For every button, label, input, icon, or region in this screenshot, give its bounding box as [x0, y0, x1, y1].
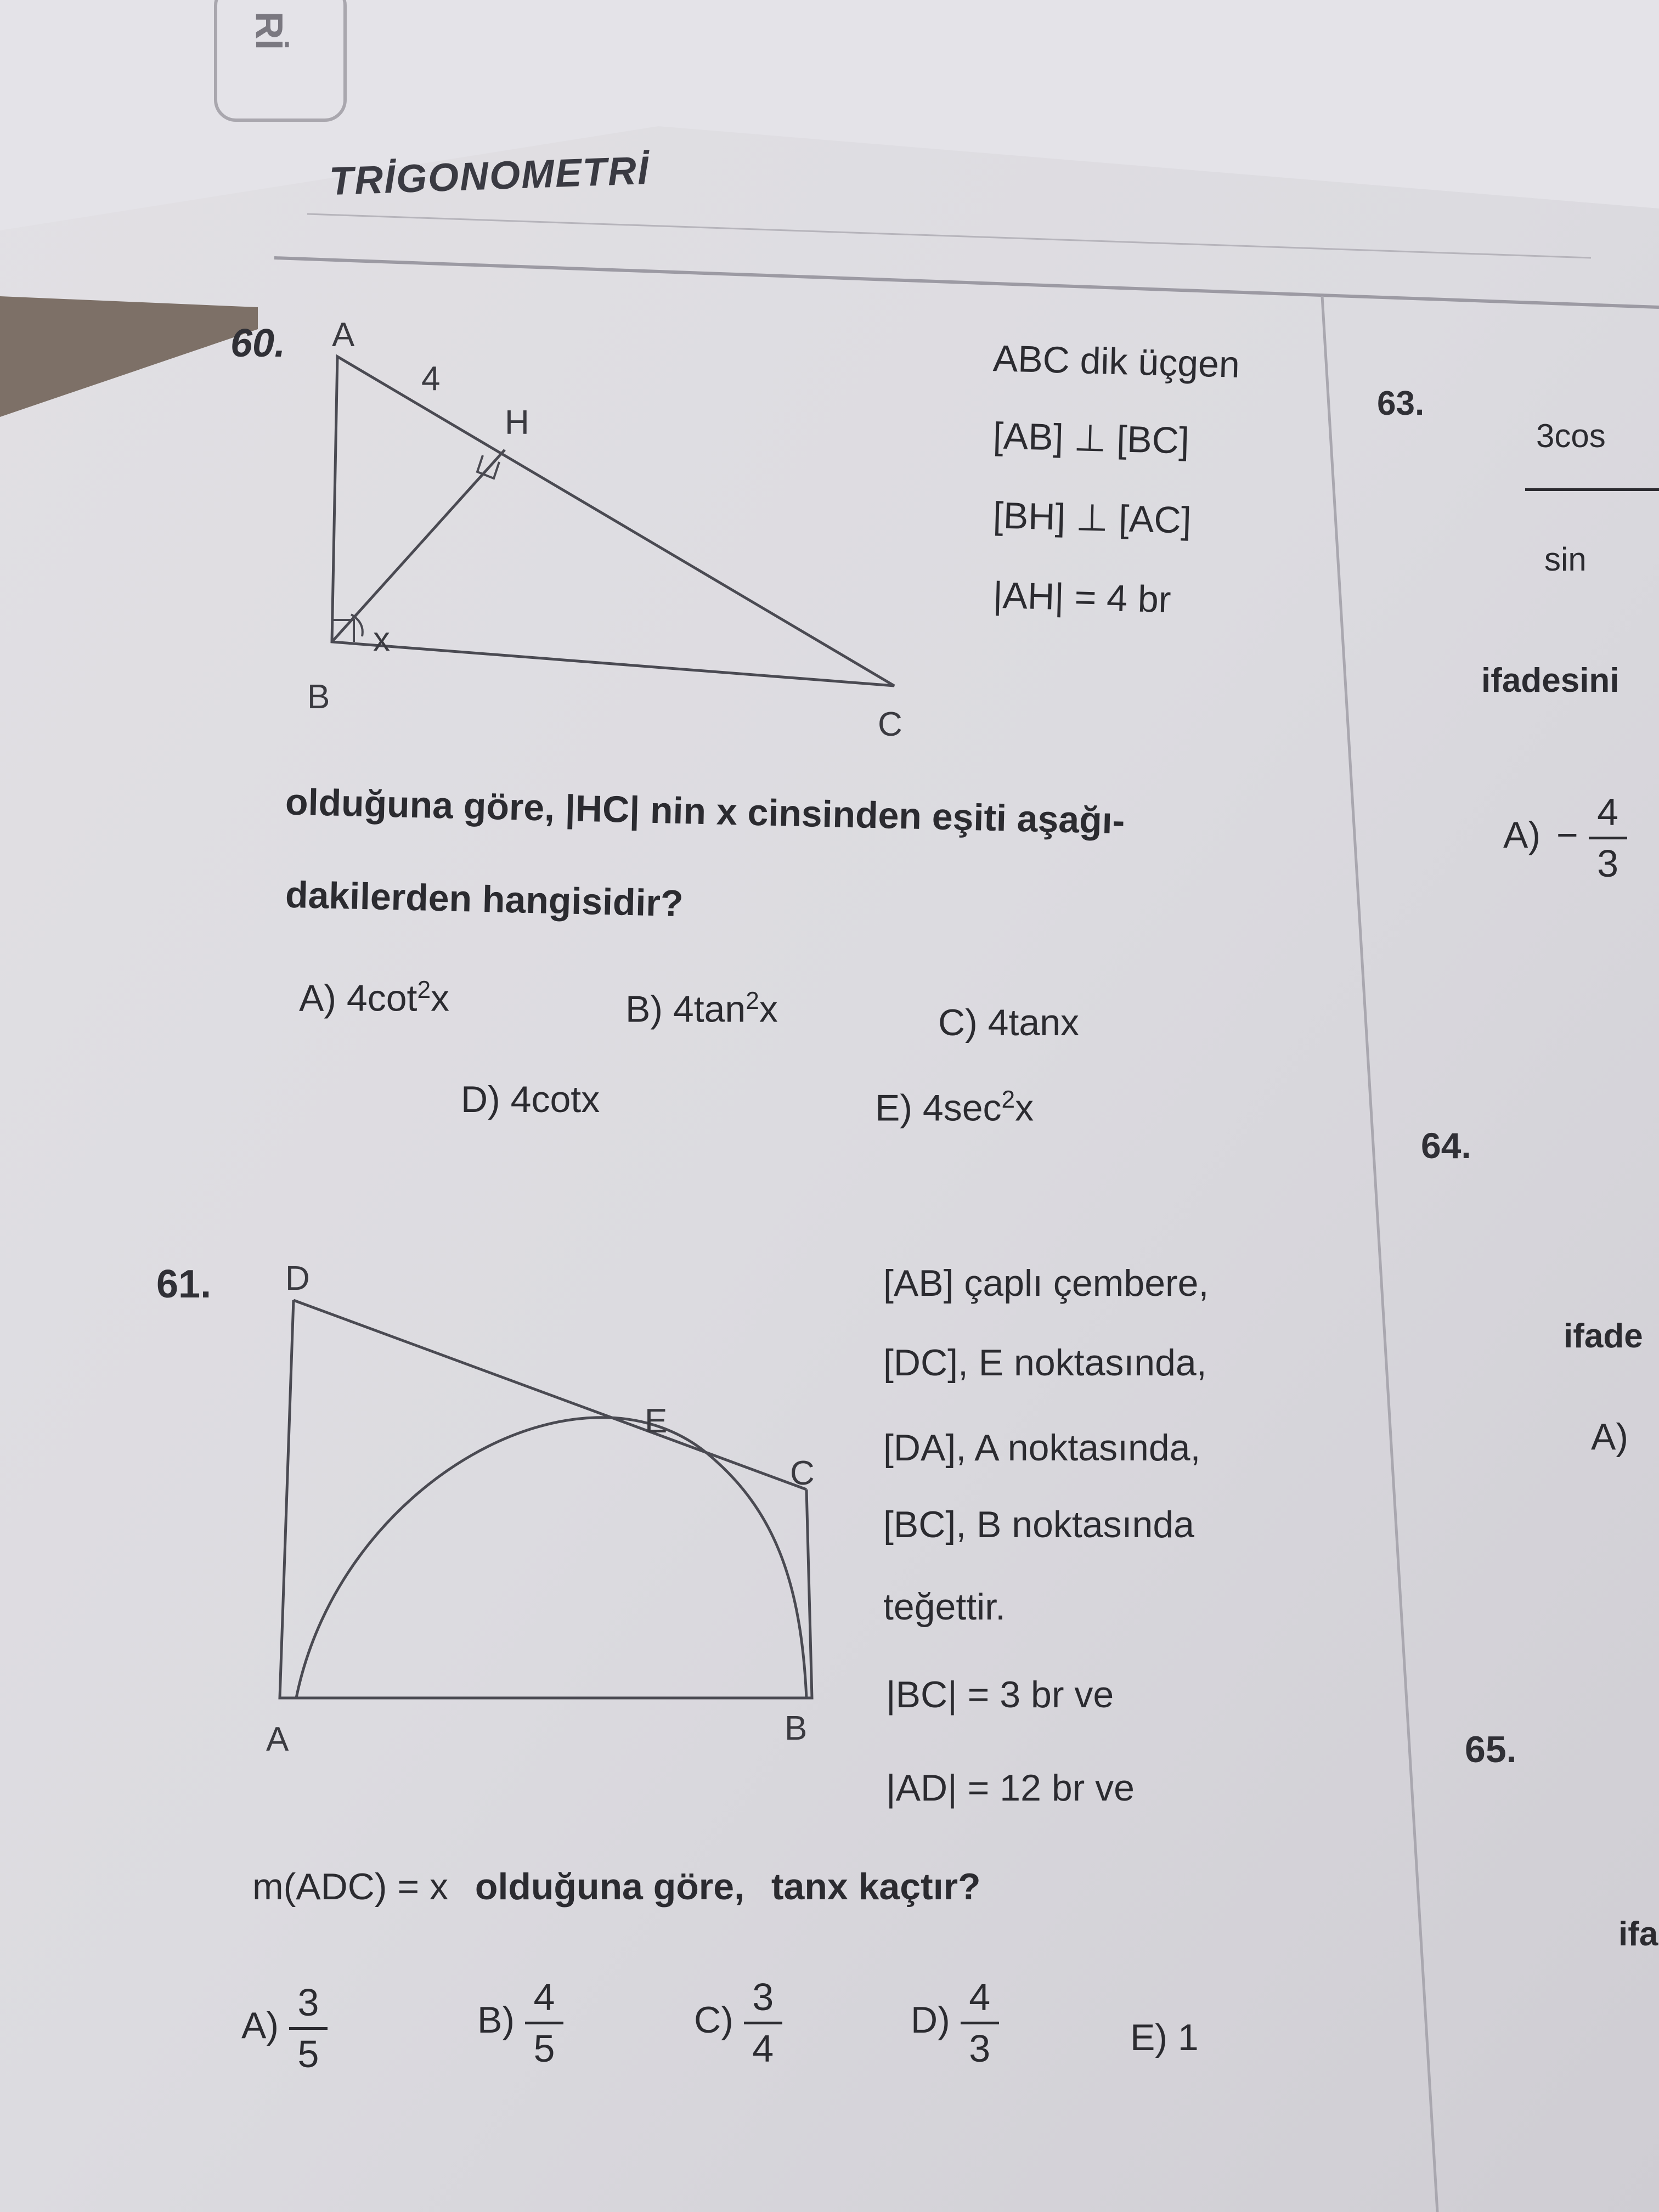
trapezoid-dabc	[280, 1300, 812, 1698]
fraction	[525, 1975, 563, 2070]
numerator: 3	[752, 1976, 774, 2018]
vertex-b-label: B	[785, 1709, 808, 1747]
question-63-number: 63.	[1377, 385, 1425, 422]
denominator: 5	[533, 2027, 555, 2070]
q63-option-a[interactable]: A) − 4 3	[1503, 790, 1627, 885]
option-key: C)	[938, 1002, 978, 1043]
q60-given-3: [BH] ⊥ [AC]	[992, 494, 1192, 541]
option-var: x	[431, 977, 450, 1019]
q61-given-3: [DA], A noktasında,	[883, 1427, 1201, 1469]
question-64-number: 64.	[1421, 1125, 1471, 1166]
fraction	[289, 1980, 328, 2076]
option-text: 4tanx	[988, 1002, 1080, 1043]
q61-given-4: [BC], B noktasında	[883, 1504, 1194, 1545]
denominator: 5	[297, 2032, 319, 2075]
option-key: D)	[911, 1999, 950, 2041]
option-key: D)	[461, 1079, 500, 1120]
option-exp: 2	[417, 977, 431, 1003]
q65-ifa: ifa	[1618, 1915, 1658, 1953]
q64-ifade: ifade	[1564, 1317, 1643, 1355]
question-61-number: 61.	[156, 1262, 212, 1306]
q60-question-line-1: olduğuna göre, |HC| nin x cinsinden eşiti aşağı-	[285, 781, 1126, 842]
angle-x-label: x	[373, 620, 390, 658]
fraction	[1589, 790, 1627, 885]
option-text: 4cotx	[510, 1079, 600, 1120]
chapter-tab-label: Rİ	[248, 12, 291, 50]
vertex-c-label: C	[790, 1454, 815, 1492]
option-coef: 4sec	[922, 1087, 1002, 1129]
denominator: 3	[1597, 842, 1618, 885]
q63-expression-numerator: 3cos	[1536, 417, 1606, 454]
question-65-number: 65.	[1465, 1729, 1517, 1770]
semicircle-ab	[296, 1418, 806, 1698]
option-key: E)	[1130, 2017, 1167, 2058]
option-key: A)	[299, 977, 336, 1019]
vertex-c-label: C	[878, 706, 902, 743]
question-ask: tanx kaçtır?	[771, 1866, 981, 1908]
q61-given-7: |AD| = 12 br ve	[886, 1767, 1135, 1809]
vertex-a-label: A	[266, 1720, 289, 1758]
vertex-b-label: B	[307, 678, 330, 716]
vertex-d-label: D	[285, 1260, 310, 1297]
q60-given-2: [AB] ⊥ [BC]	[992, 415, 1190, 462]
option-key: C)	[694, 1999, 733, 2041]
chapter-title: TRİGONOMETRİ	[328, 148, 651, 204]
q61-option-a[interactable]	[241, 1980, 328, 2076]
angle-expression: m(ADC) = x	[252, 1866, 448, 1908]
tangent-dc	[294, 1300, 806, 1489]
option-key: E)	[875, 1087, 912, 1129]
option-key: B)	[625, 988, 663, 1030]
question-middle: olduğuna göre,	[475, 1866, 744, 1908]
q61-option-d[interactable]	[911, 1975, 999, 2070]
vertex-h-label: H	[505, 404, 529, 442]
q63-expression-denominator: sin	[1544, 541, 1587, 578]
q61-given-5: teğettir.	[883, 1586, 1006, 1628]
q61-option-b[interactable]	[477, 1975, 563, 2070]
option-coef: 4tan	[673, 988, 746, 1030]
vertex-a-label: A	[332, 316, 355, 354]
option-exp: 2	[746, 988, 759, 1014]
point-e-label: E	[645, 1402, 668, 1440]
option-var: x	[1015, 1087, 1034, 1129]
q60-given-1: ABC dik üçgen	[992, 337, 1240, 386]
option-key: A)	[241, 2004, 279, 2046]
q60-given-4: |AH| = 4 br	[992, 574, 1172, 621]
q61-option-e[interactable]	[1130, 2016, 1199, 2059]
q63-fraction-bar	[1525, 488, 1659, 491]
numerator: 3	[297, 1981, 319, 2024]
option-coef: 4cot	[346, 977, 417, 1019]
q63-ifadesini: ifadesini	[1481, 662, 1620, 699]
q61-question	[252, 1865, 981, 1908]
q64-option-a[interactable]: A)	[1591, 1416, 1628, 1458]
question-60-number: 60.	[230, 321, 286, 365]
denominator: 3	[969, 2027, 991, 2070]
option-exp: 2	[1001, 1086, 1015, 1113]
option-key: A)	[1503, 814, 1541, 856]
fraction	[961, 1975, 999, 2070]
q61-given-1: [AB] çaplı çembere,	[883, 1262, 1209, 1304]
numerator: 4	[969, 1976, 991, 2018]
fraction	[744, 1975, 782, 2070]
option-key: B)	[477, 1999, 515, 2041]
q60-question-line-2: dakilerden hangisidir?	[285, 873, 684, 925]
side-ah-label: 4	[421, 360, 441, 398]
q61-option-c[interactable]	[694, 1975, 782, 2070]
q61-given-2: [DC], E noktasında,	[883, 1342, 1207, 1384]
numerator: 4	[1597, 791, 1618, 833]
q61-given-6: |BC| = 3 br ve	[886, 1674, 1114, 1716]
numerator: 4	[533, 1976, 555, 2018]
option-var: x	[759, 988, 778, 1030]
denominator: 4	[752, 2027, 774, 2070]
option-text: 1	[1177, 2017, 1199, 2058]
